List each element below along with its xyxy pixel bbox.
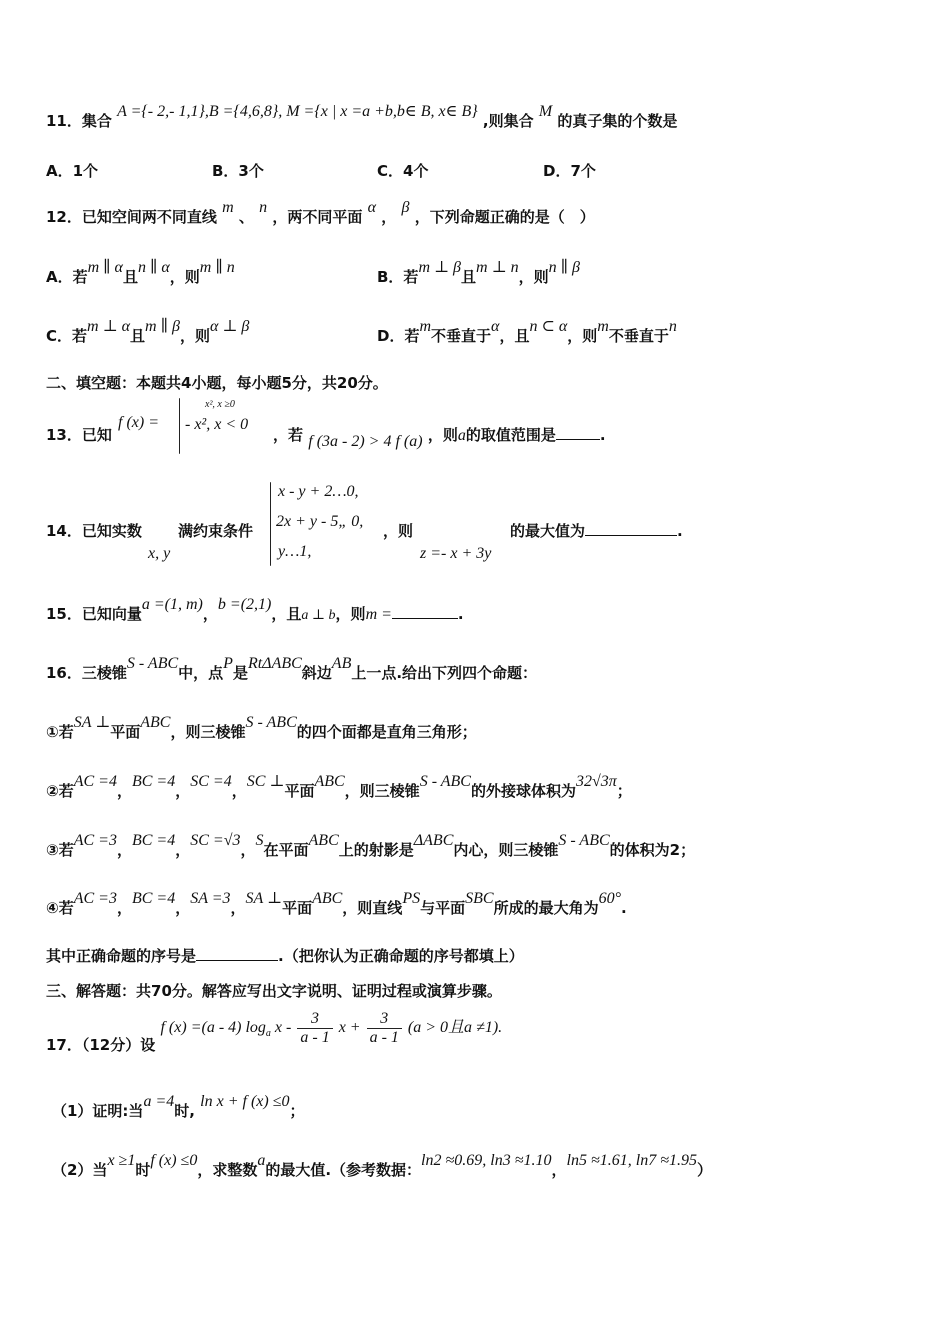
q12a-and: 且 — [122, 268, 138, 286]
q16c4-m1: AC =3 — [73, 890, 117, 907]
q12b-and: 且 — [461, 268, 477, 286]
q12a-cond2: n ∥ α — [137, 259, 170, 276]
q12-plane-beta: β — [401, 199, 410, 216]
question-17 — [46, 1010, 910, 1055]
q12-option-d[interactable] — [377, 318, 677, 346]
q11-option-d[interactable]: D．7个 — [543, 162, 596, 180]
q17p1-when: 时, — [174, 1102, 195, 1120]
q12-line-n: n — [259, 199, 268, 216]
section-3-heading: 三、解答题：共70分。解答应写出文字说明、证明过程或演算步骤。 — [46, 982, 502, 1000]
q16c1-m3: S - ABC — [245, 714, 297, 731]
q14-constraint-1: x - y + 2…0, — [278, 483, 359, 500]
q14-mid: 满约束条件 — [178, 522, 254, 540]
q16c4-t1: 平面 — [282, 899, 313, 917]
question-12 — [46, 199, 910, 227]
q11-option-a[interactable]: A．1个 — [46, 162, 99, 180]
q16-answer-label: 其中正确命题的序号是 — [46, 947, 197, 965]
q16c3-m5: ABC — [308, 832, 339, 849]
q16c2-s3: ， — [231, 782, 247, 800]
q17p2-text-2: 的最大值.（参考数据： — [265, 1161, 422, 1179]
q12d-not-perp: 不垂直于 — [431, 327, 492, 345]
q14-max-text: 的最大值为 — [510, 522, 586, 540]
q16c2-m2: BC =4 — [131, 773, 176, 790]
q16c4-m6: PS — [402, 890, 421, 907]
q16c2-s2: ， — [175, 782, 191, 800]
q15-vector-b: b =(2,1) — [217, 596, 272, 613]
q14-brace — [270, 482, 271, 566]
q12-label: 12．已知空间两不同直线 — [46, 208, 217, 226]
q11-label: 11．集合 — [46, 112, 112, 130]
q11-option-b[interactable]: B．3个 — [212, 162, 264, 180]
q14-then: ，则 — [383, 522, 414, 540]
q12c-result: α ⊥ β — [209, 318, 250, 335]
q16c2-m4: SC ⊥ — [246, 773, 285, 790]
q15-then: ，则 — [335, 605, 366, 623]
q17p1-a-eq: a =4 — [143, 1093, 175, 1110]
q11-option-c[interactable]: C．4个 — [377, 162, 429, 180]
q16c2-m3: SC =4 — [190, 773, 232, 790]
q16-claim-2[interactable] — [46, 773, 910, 801]
q16-text-4: 上一点.给出下列四个命题： — [351, 664, 538, 682]
question-11 — [46, 103, 910, 131]
q17p2-x-cond: x ≥1 — [107, 1152, 136, 1169]
q16-point-p: P — [223, 655, 233, 672]
q12a-result: m ∥ n — [199, 259, 235, 276]
q16-claim-1[interactable] — [46, 714, 910, 742]
q12-line-m: m — [222, 199, 234, 216]
q16-text-3: 斜边 — [301, 664, 332, 682]
q17p1-semicolon: ； — [289, 1102, 305, 1120]
q15-vector-a: a =(1, m) — [141, 596, 203, 613]
q16c3-m7: S - ABC — [558, 832, 610, 849]
q16c4-m3: SA =3 — [190, 890, 231, 907]
q14-constraint-3: y…1, — [278, 543, 312, 560]
q16-text-2: 是 — [232, 664, 248, 682]
q16c3-num: ③若 — [46, 841, 74, 859]
q12a-if: A．若 — [46, 268, 88, 286]
q12d-subset: n ⊂ α — [529, 318, 568, 335]
q16c3-m1: AC =3 — [73, 832, 117, 849]
q12c-cond1: m ⊥ α — [87, 318, 131, 335]
q14-answer-blank[interactable] — [585, 535, 677, 536]
q16-answer-tail: .（把你认为正确命题的序号都填上） — [278, 947, 524, 965]
q15-perp: a ⊥ b — [301, 608, 336, 623]
q16c4-s1: ， — [116, 899, 132, 917]
q17-fraction-2 — [367, 1010, 402, 1047]
q16c4-m4: SA ⊥ — [245, 890, 283, 907]
q16c2-t1: 平面 — [284, 782, 315, 800]
section-2-heading: 二、填空题：本题共4小题，每小题5分，共20分。 — [46, 374, 388, 392]
q12-comma: ， — [381, 208, 397, 226]
q12-option-a[interactable] — [46, 259, 235, 287]
q16c4-t5: . — [620, 899, 627, 917]
q16c3-t2: 上的射影是 — [338, 841, 414, 859]
q16c4-m7: SBC — [465, 890, 494, 907]
q17p2-f-cond: f (x) ≤0 — [150, 1152, 198, 1169]
q15-answer-blank[interactable] — [392, 618, 458, 619]
q17-frac2-den: a - 1 — [369, 1029, 399, 1046]
q13-answer-blank[interactable] — [556, 439, 600, 440]
q16c3-m2: BC =4 — [131, 832, 176, 849]
q12c-cond2: m ∥ β — [145, 318, 180, 335]
q13-rest — [273, 424, 910, 450]
q12b-then: ，则 — [518, 268, 549, 286]
q16c1-t1: 平面 — [110, 723, 141, 741]
q12d-and: ，且 — [499, 327, 530, 345]
q13-if: ，若 — [273, 426, 304, 444]
q16-label: 16．三棱锥 — [46, 664, 127, 682]
q14-vars: x, y — [148, 545, 171, 562]
q16c2-t4: ； — [616, 782, 632, 800]
q17-log-base: a — [265, 1028, 271, 1040]
q16c3-t4: 的体积为2； — [609, 841, 696, 859]
q14-rest — [510, 520, 910, 541]
q16c3-m3: SC =√3 — [190, 832, 241, 849]
q16c3-s3: ， — [240, 841, 256, 859]
q16c2-t2: ，则三棱锥 — [344, 782, 420, 800]
q16-answer-line — [46, 945, 910, 966]
q16-pyramid: S - ABC — [126, 655, 179, 672]
q16c2-t3: 的外接球体积为 — [470, 782, 576, 800]
q12b-cond2: m ⊥ n — [476, 259, 519, 276]
q15-period: . — [457, 605, 464, 623]
q12d-m2: m — [597, 318, 609, 335]
q16c2-m7: 32√3π — [575, 773, 617, 790]
q11-text: ,则集合 — [482, 112, 534, 130]
q11-var: M — [538, 103, 553, 120]
q17-function — [160, 1010, 503, 1046]
q17-fraction-1 — [297, 1010, 332, 1047]
q13-inequality: f (3a - 2) > 4 f (a) — [308, 433, 423, 450]
q12-sep: 、 — [238, 208, 254, 226]
q16-ab: AB — [331, 655, 352, 672]
q12d-n: n — [668, 318, 677, 335]
q13-then: ，则 — [427, 426, 458, 444]
q15-m: m = — [365, 606, 392, 623]
q17-x-plus: x + — [338, 1019, 361, 1037]
q12a-cond1: m ∥ α — [87, 259, 123, 276]
q17-frac1-num: 3 — [297, 1010, 332, 1029]
q12c-and: 且 — [130, 327, 146, 345]
q16c3-s1: ， — [116, 841, 132, 859]
question-16 — [46, 655, 910, 683]
q16-answer-blank[interactable] — [196, 960, 278, 961]
q16c1-m1: SA ⊥ — [73, 714, 111, 731]
q13-piece-bottom: - x², x < 0 — [185, 416, 249, 433]
q16c4-m2: BC =4 — [131, 890, 176, 907]
q16c2-m1: AC =4 — [73, 773, 117, 790]
q13-range-text: 的取值范围是 — [465, 426, 556, 444]
q17-frac2-num: 3 — [367, 1010, 402, 1029]
q12c-then: ，则 — [179, 327, 210, 345]
q17p2-text-1: ，求整数 — [197, 1161, 258, 1179]
q12-option-c[interactable] — [46, 318, 250, 346]
q16c2-s1: ， — [116, 782, 132, 800]
q16c4-s2: ， — [175, 899, 191, 917]
q15-comma: ， — [202, 605, 218, 623]
q12-plane-alpha: α — [367, 199, 377, 216]
q17p2-close: ） — [696, 1161, 712, 1179]
q15-label: 15．已知向量 — [46, 605, 142, 623]
q16c3-m4: S — [255, 832, 264, 849]
q17-condition: (a > 0且a ≠1). — [407, 1019, 503, 1037]
q16c4-m8: 60° — [598, 890, 621, 907]
q17-part-2 — [52, 1152, 950, 1180]
q17-f-lhs: f (x) =(a - 4) log — [160, 1019, 266, 1037]
q17p2-ref-1: ln2 ≈0.69, ln3 ≈1.10 — [421, 1152, 552, 1169]
q15-and: ，且 — [271, 605, 302, 623]
q17p1-inequality: ln x + f (x) ≤0 — [200, 1093, 290, 1110]
q17-label: 17．（12分）设 — [46, 1036, 156, 1055]
q17p2-var-a: a — [257, 1152, 266, 1169]
q13-function: f (x) = — [118, 414, 159, 431]
q12-tail: ，下列命题正确的是（ ） — [414, 208, 595, 226]
q14-label: 14．已知实数 — [46, 522, 142, 540]
q16c3-s2: ， — [175, 841, 191, 859]
q14-constraint-2: 2x + y - 5„ 0, — [276, 513, 364, 530]
q13-var-a: a — [457, 427, 466, 444]
q16c4-s3: ， — [230, 899, 246, 917]
q17-frac1-den: a - 1 — [300, 1029, 330, 1046]
q16c1-m2: ABC — [140, 714, 171, 731]
q12d-m: m — [419, 318, 432, 335]
q12d-then: ，则 — [567, 327, 598, 345]
q13-piece-top: x², x ≥0 — [205, 399, 235, 410]
q17p1-label: （1）证明:当 — [52, 1102, 144, 1120]
question-15 — [46, 596, 910, 624]
q11-set-expression: A ={- 2,- 1,1},B ={4,6,8}, M ={x | x =a +b,b∈ B, x∈ B} — [117, 103, 478, 120]
q12b-if: B．若 — [377, 268, 419, 286]
q16c3-t1: 在平面 — [263, 841, 309, 859]
q16c4-t2: ，则直线 — [342, 899, 403, 917]
q12-mid: ，两不同平面 — [272, 208, 363, 226]
q16c2-m5: ABC — [314, 773, 345, 790]
q17p2-when: 时 — [135, 1161, 151, 1179]
q12d-not-perp-2: 不垂直于 — [608, 327, 669, 345]
q16c4-t3: 与平面 — [420, 899, 466, 917]
q12d-alpha: α — [491, 318, 500, 335]
q16-text-1: 中，点 — [178, 664, 224, 682]
q16-claim-3[interactable] — [46, 832, 950, 860]
q13-label: 13．已知 — [46, 426, 112, 444]
q17p2-ref-2: ln5 ≈1.61, ln7 ≈1.95 — [566, 1152, 697, 1169]
q17p2-label: （2）当 — [52, 1161, 108, 1179]
q16c4-m5: ABC — [312, 890, 343, 907]
q14-objective: z =- x + 3y — [420, 545, 492, 562]
q17p2-comma: ， — [551, 1161, 567, 1179]
q14-period: . — [677, 522, 683, 540]
q12b-result: n ∥ β — [548, 259, 581, 276]
q16c3-t3: 内心，则三棱锥 — [453, 841, 559, 859]
q12b-cond1: m ⊥ β — [418, 259, 462, 276]
q12-option-b[interactable] — [377, 259, 581, 287]
q16c4-num: ④若 — [46, 899, 74, 917]
q11-text-2: 的真子集的个数是 — [557, 112, 678, 130]
q16c1-t3: 的四个面都是直角三角形； — [296, 723, 477, 741]
q16c1-t2: ，则三棱锥 — [170, 723, 246, 741]
q17-x-minus: x - — [274, 1019, 292, 1037]
q16c4-t4: 所成的最大角为 — [493, 899, 599, 917]
q16-triangle: RtΔABC — [247, 655, 302, 672]
q12d-if: D．若 — [377, 327, 420, 345]
q16c1-num: ①若 — [46, 723, 74, 741]
q16c3-m6: ΔABC — [413, 832, 454, 849]
q12c-if: C．若 — [46, 327, 88, 345]
q17-part-1 — [52, 1093, 910, 1121]
q16-claim-4[interactable] — [46, 890, 910, 918]
q13-period: . — [599, 426, 606, 444]
q16c2-m6: S - ABC — [419, 773, 471, 790]
q13-brace — [179, 398, 180, 454]
q16c2-num: ②若 — [46, 782, 74, 800]
q12a-then: ，则 — [169, 268, 200, 286]
